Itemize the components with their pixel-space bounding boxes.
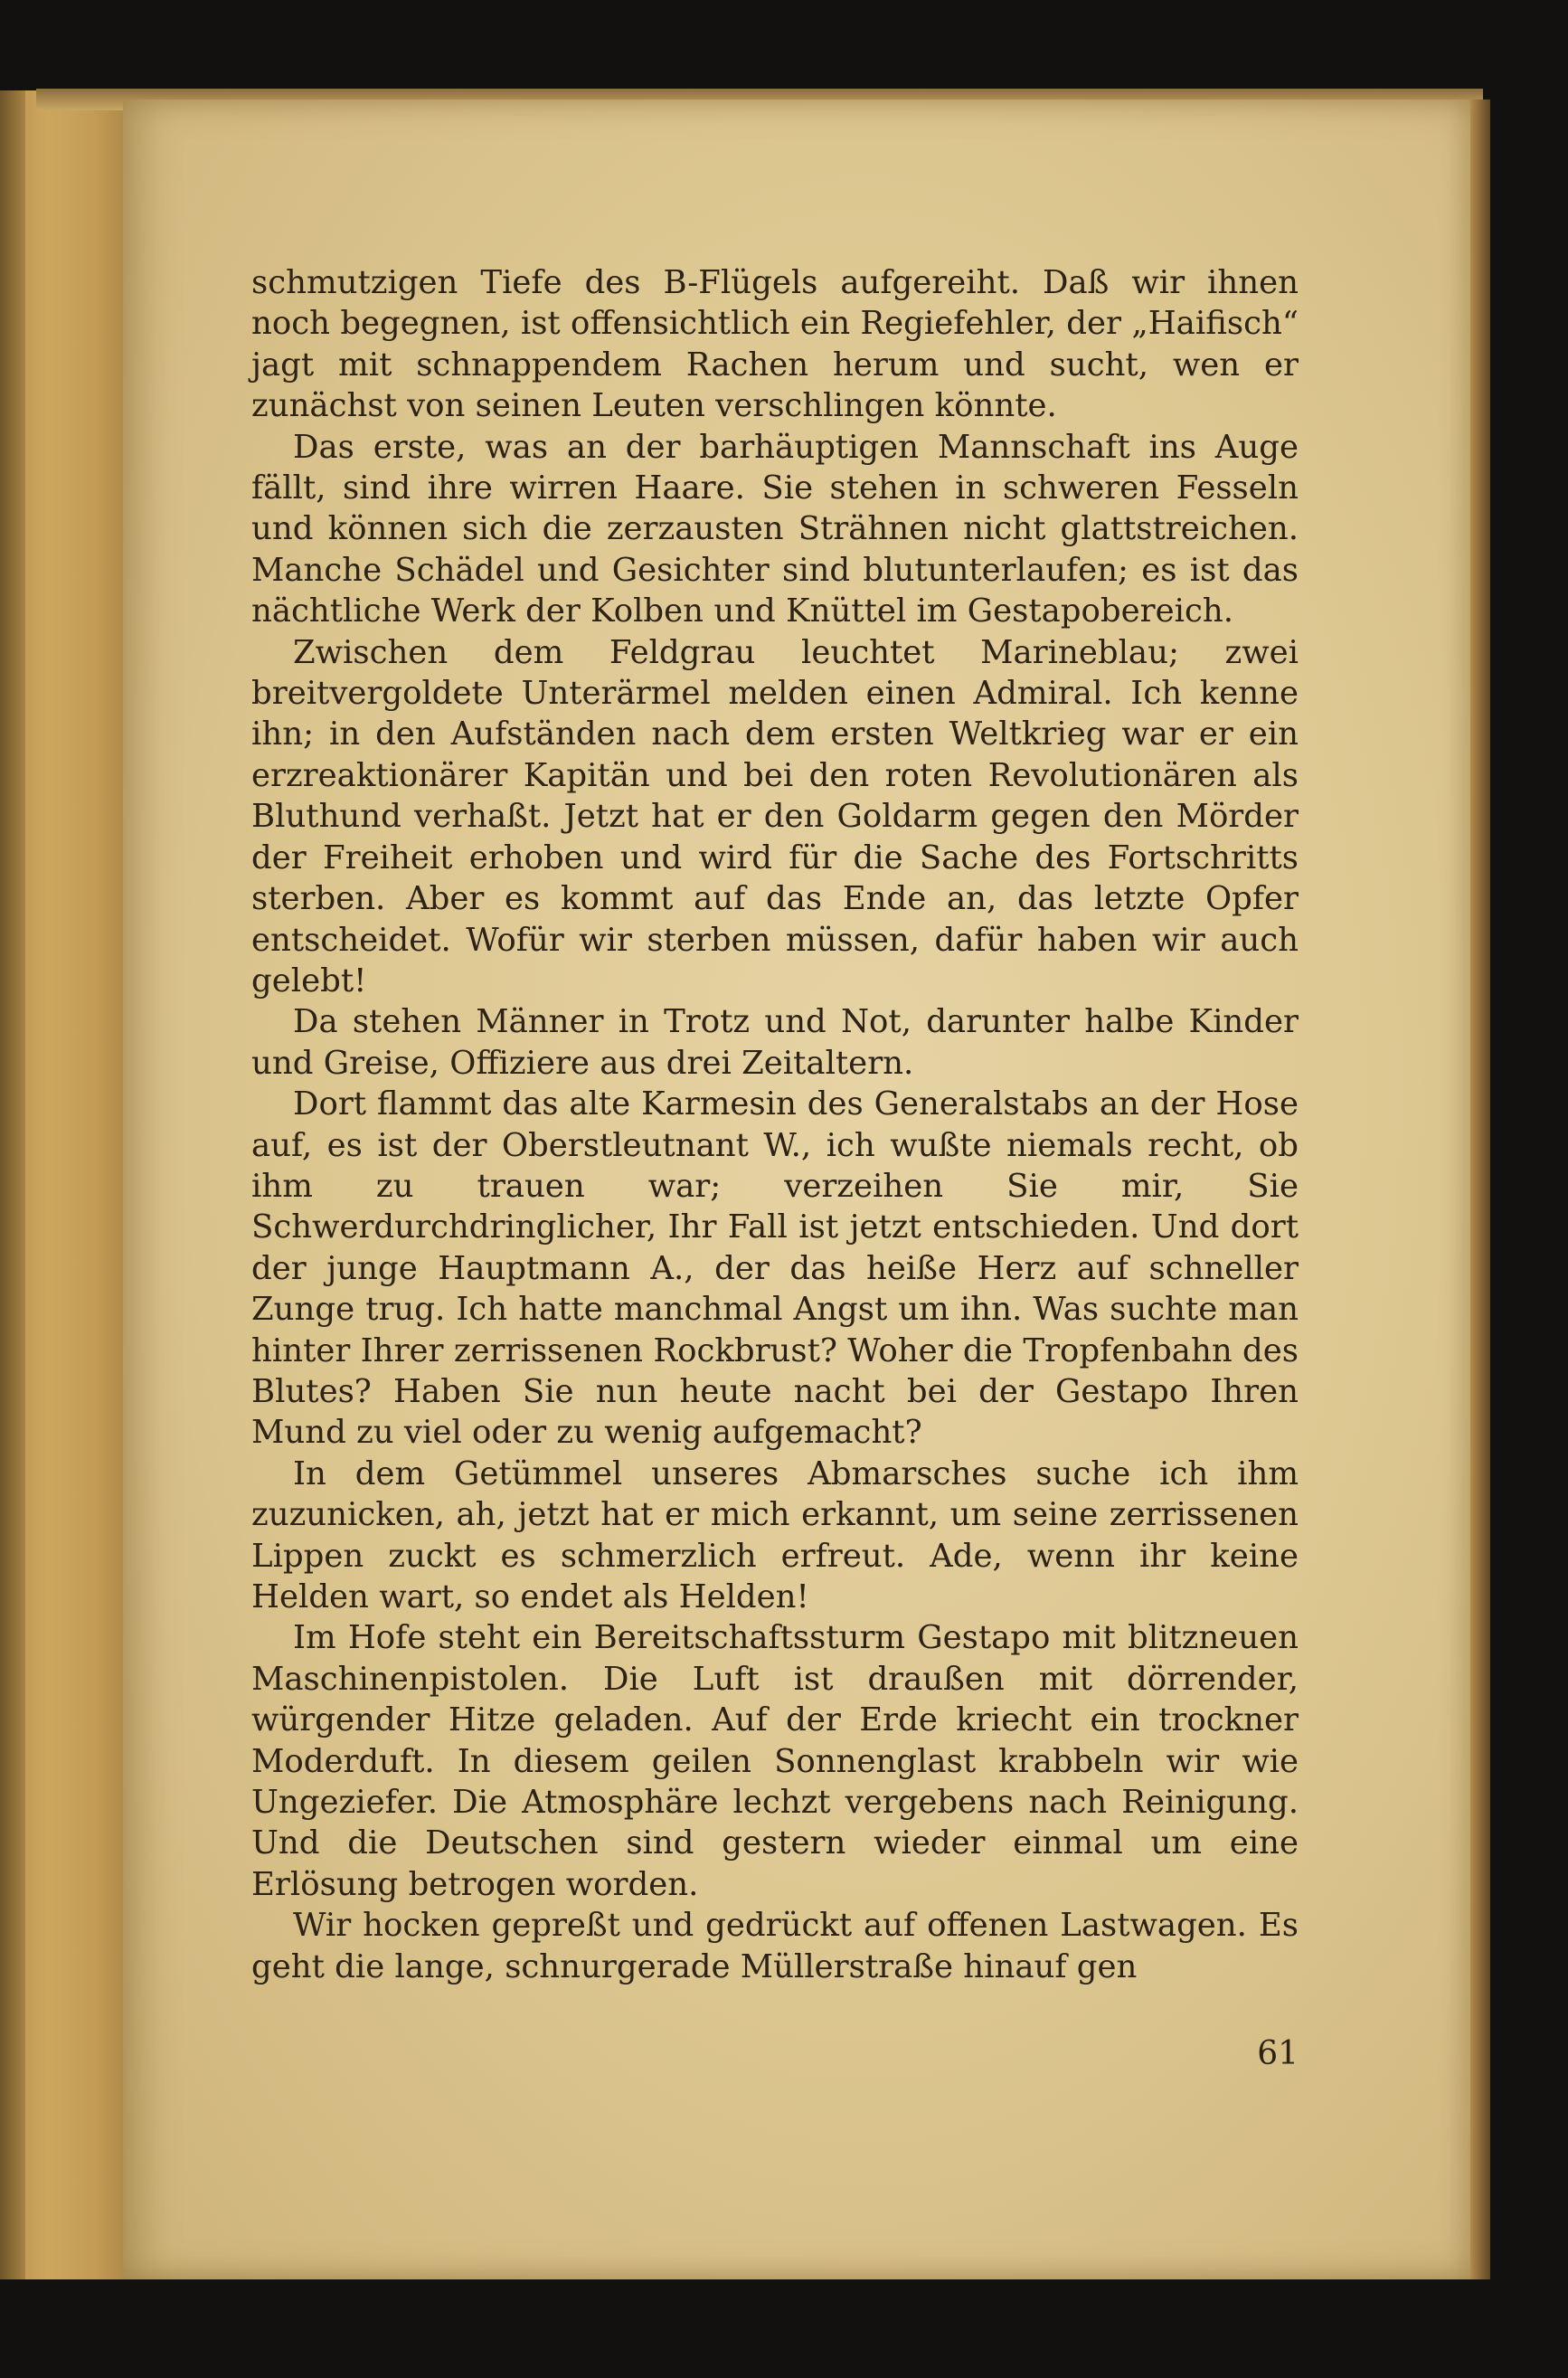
page-number: 61 xyxy=(1257,2035,1299,2072)
paragraph: schmutzigen Tiefe des B-Flügels aufgereiht. Daß wir ihnen noch begegnen, ist offensichtlich ein Regiefehler, der „Haifisch“ jagt mit schnappendem Rachen herum und sucht, wen er zunächst von seinen Leuten verschlingen könnte. xyxy=(251,264,1299,425)
book-spine-shadow xyxy=(0,90,25,2279)
paragraph: Zwischen dem Feldgrau leuchtet Marineblau; zwei breitvergoldete Unterärmel melden einen Admiral. Ich kenne ihn; in den Aufständen nach dem ersten Weltkrieg war er ein erzreaktionärer Kapitän und bei den roten Revolutionären als Bluthund verhaßt. Jetzt hat er den Goldarm gegen den Mörder der Freiheit erhoben und wird für die Sache des Fortschritts sterben. Aber es kommt auf das Ende an, das letzte Opfer entscheidet. Wofür wir sterben müssen, dafür haben wir auch gelebt! xyxy=(251,633,1299,1000)
page-text xyxy=(251,262,1299,1987)
paragraph: In dem Getümmel unseres Abmarsches suche ich ihm zuzunicken, ah, jetzt hat er mich erkannt, um seine zerrissenen Lippen zuckt es schmerzlich erfreut. Ade, wenn ihr keine Helden wart, so endet als Helden! xyxy=(251,1454,1299,1615)
paragraph: Wir hocken gepreßt und gedrückt auf offenen Lastwagen. Es geht die lange, schnurgerade Müllerstraße hinauf gen xyxy=(251,1907,1299,1985)
paragraph: Das erste, was an der barhäuptigen Mannschaft ins Auge fällt, sind ihre wirren Haare. Sie stehen in schweren Fesseln und können sich die zerzausten Strähnen nicht glattstreichen. Manche Schädel und Gesichter sind blutunterlaufen; es ist das nächtliche Werk der Kolben und Knüttel im Gestapobereich. xyxy=(251,428,1299,630)
paragraph: Dort flammt das alte Karmesin des Generalstabs an der Hose auf, es ist der Oberstleutnant W., ich wußte niemals recht, ob ihm zu trauen war; verzeihen Sie mir, Sie Schwerdurchdringlicher, Ihr Fall ist jetzt entschieden. Und dort der junge Hauptmann A., der das heiße Herz auf schneller Zunge trug. Ich hatte manchmal Angst um ihn. Was suchte man hinter Ihrer zerrissenen Rockbrust? Woher die Tropfenbahn des Blutes? Haben Sie nun heute nacht bei der Gestapo Ihren Mund zu viel oder zu wenig aufgemacht? xyxy=(251,1085,1299,1452)
paragraph: Im Hofe steht ein Bereitschaftssturm Gestapo mit blitzneuen Maschinenpistolen. Die Luft ist draußen mit dörrender, würgender Hitze geladen. Auf der Erde kriecht ein trockner Moderduft. In diesem geilen Sonnenglast krabbeln wir wie Ungeziefer. Die Atmosphäre lechzt vergebens nach Reinigung. Und die Deutschen sind gestern wieder einmal um eine Erlösung betrogen worden. xyxy=(251,1619,1299,1903)
book-right-edge xyxy=(1470,99,1490,2279)
paragraph: Da stehen Männer in Trotz und Not, darunter halbe Kinder und Greise, Offiziere aus drei Zeitaltern. xyxy=(251,1003,1299,1082)
